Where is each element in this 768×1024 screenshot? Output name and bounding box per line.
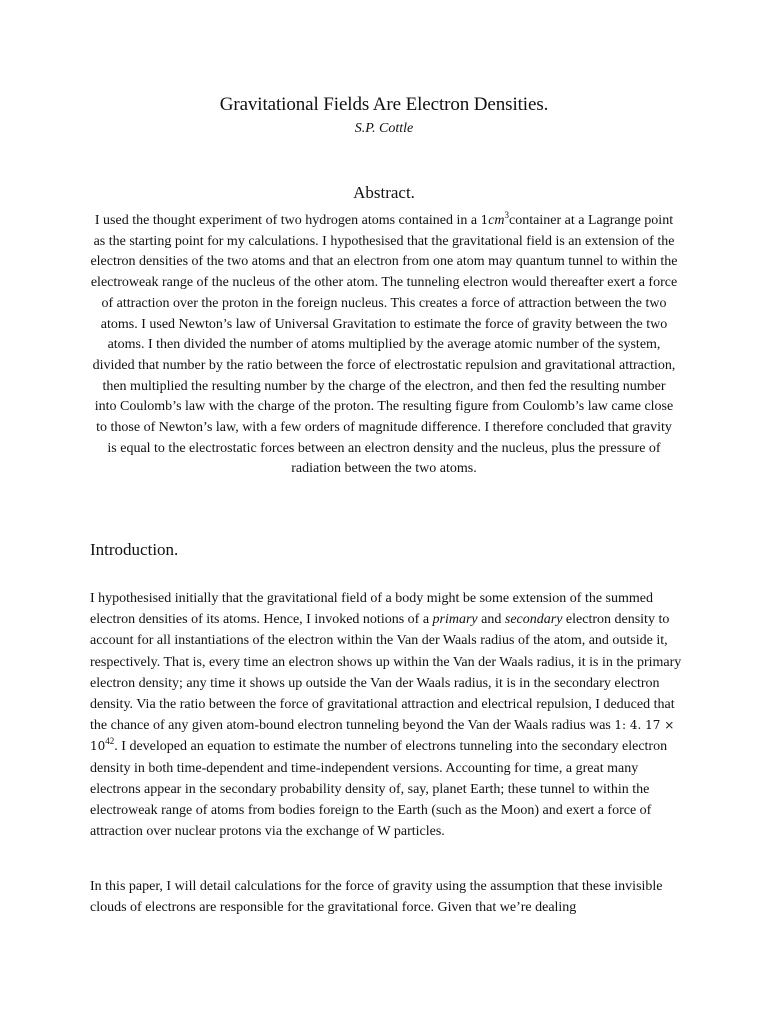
intro-p1-emphasis-primary: primary (432, 612, 478, 628)
introduction-paragraph-1 (90, 588, 686, 842)
abstract-text-part1: I used the thought experiment of two hydrogen atoms contained in a (94, 213, 481, 228)
intro-p1-part1: I hypothesised initially that the gravitational field of a body might be some extension of the summed electron densities of its atoms. Hence, I invoked notions of a (90, 591, 653, 628)
author-name: S.P. Cottle (354, 121, 414, 136)
introduction-paragraph-2: In this paper, I will detail calculations for the force of gravity using the assumption that these invisible clouds of electrons are responsible for the gravitational force. Given that we’re dealing (90, 879, 663, 916)
intro-p1-emphasis-secondary: secondary (504, 612, 563, 628)
abstract-paragraph (90, 210, 678, 480)
intro-p1-part4: . I developed an equation to estimate the number of electrons tunneling into the secondary electron density in both time-dependent and time-independent versions. Accounting for time, a great many electrons appear in the secondary probability density of, say, planet Earth; these tunnel to within the electroweak range of atoms from bodies foreign to the Earth (such as the Moon) and exert a force of attraction over nuclear protons via the exchange of W particles. (90, 739, 668, 840)
container-volume-unit: cm (488, 213, 505, 228)
container-volume-exponent: 3 (504, 210, 510, 220)
abstract-text-part2: container at a Lagrange point as the starting point for my calculations. I hypothesised that the gravitational field is an extension of the electron densities of the two atoms and that an electron from one atom may quantum tunnel to within the electroweak range of the nucleus of the other atom. The tunneling electron would thereafter exert a force of attraction over the proton in the foreign nucleus. This creates a force of attraction between the two atoms. I used Newton’s law of Universal Gravitation to estimate the force of gravity between the two atoms. I then divided the number of atoms multiplied by the average atomic number of the system, divided that number by the ratio between the force of electrostatic repulsion and gravitational attraction, then multiplied the resulting number by the charge of the electron, and then fed the resulting number into Coulomb’s law with the charge of the proton. The resulting figure from Coulomb’s law came close to those of Newton’s law, with a few orders of magnitude difference. I therefore concluded that gravity is equal to the electrostatic forces between an electron density and the nucleus, plus the pressure of radiation between the two atoms. (90, 213, 678, 477)
intro-p1-part3: electron density to account for all instantiations of the electron within the Van der Waals radius of the atom, and outside it, respectively. That is, every time an electron shows up within the Van der Waals radius, it is in the primary electron density; any time it shows up outside the Van der Waals radius, it is in the secondary electron density. Via the ratio between the force of gravitational attraction and electrical repulsion, I deduced that the chance of any given atom-bound electron tunneling beyond the Van der Waals radius was (90, 612, 682, 734)
abstract-heading: Abstract. (353, 183, 415, 202)
tunneling-ratio: 1: 4. 17 × 10 (90, 718, 675, 754)
paper-title: Gravitational Fields Are Electron Densities. (219, 94, 549, 115)
introduction-heading: Introduction. (90, 540, 179, 559)
tunneling-ratio-exponent: 42 (105, 736, 115, 747)
container-volume-number: 1 (480, 213, 489, 227)
intro-p1-part2: and (477, 612, 505, 628)
